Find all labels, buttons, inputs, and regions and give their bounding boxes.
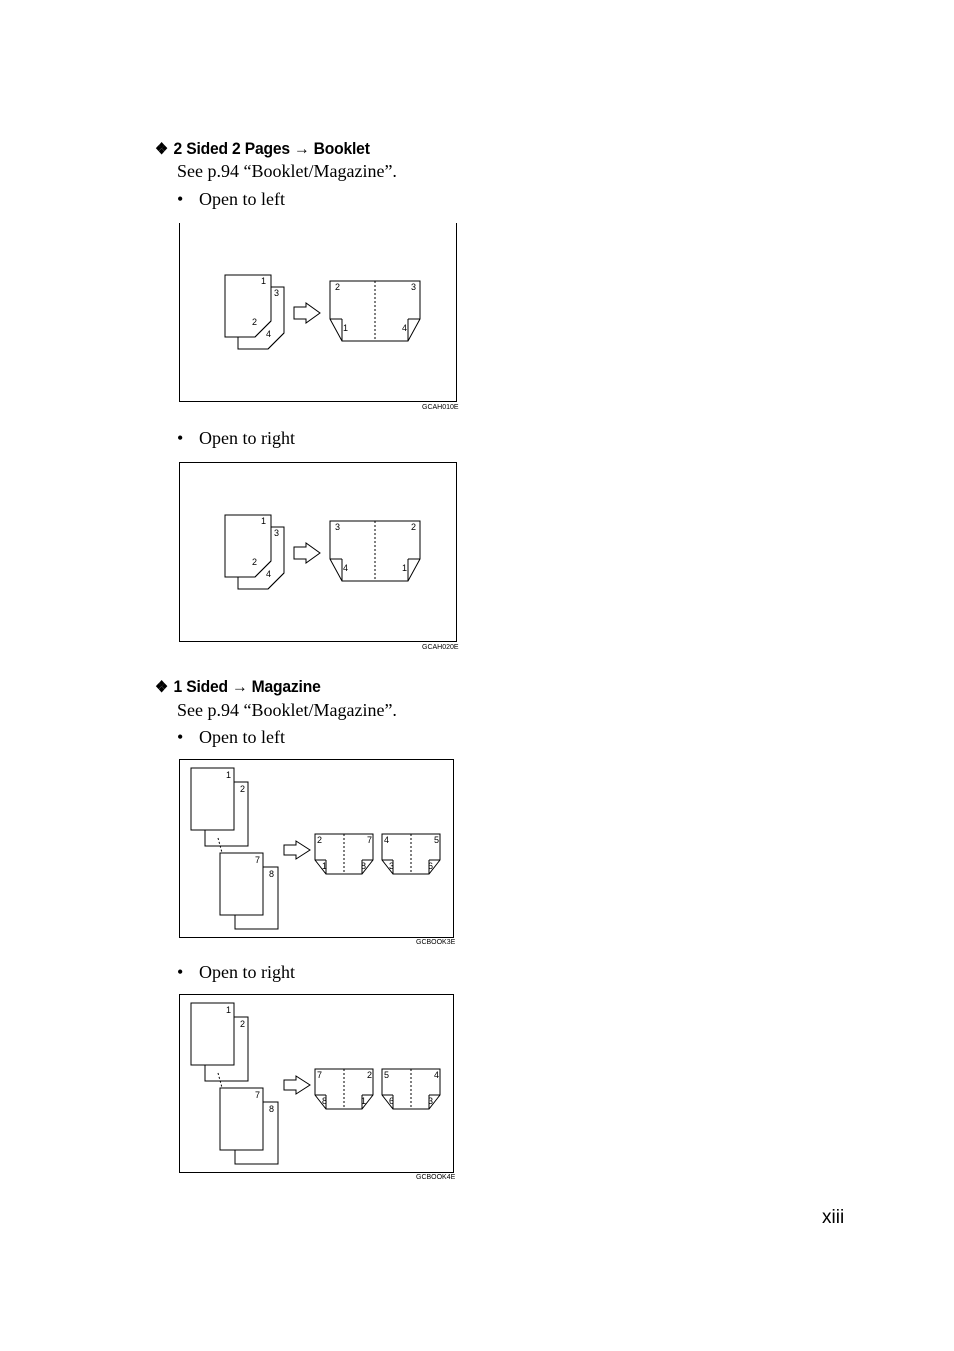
page-label: 7 [255,855,261,865]
bullet-icon: • [177,727,184,747]
page-label: 3 [335,522,341,532]
page-label: 5 [434,835,440,845]
bullet-icon: • [177,189,184,209]
page-label: 8 [322,1096,328,1106]
page-label: 3 [389,861,395,871]
page-label: 4 [402,323,408,333]
section-heading-2sided-booklet [155,139,370,159]
page-label: 1 [361,1096,367,1106]
figure-magazine-open-right [179,994,454,1173]
page-label: 1 [226,770,232,780]
cross-reference: See p.94 “Booklet/Magazine”. [177,700,397,720]
booklet-diagram [180,223,458,403]
figure-code: GCAH020E [422,644,459,651]
page-label: 2 [252,317,258,327]
figure-magazine-open-left [179,759,454,938]
page-label: 6 [428,861,434,871]
page-label: 3 [274,528,280,538]
page-label: 1 [343,323,349,333]
page-label: 3 [411,282,417,292]
page-label: 6 [389,1096,395,1106]
cross-reference: See p.94 “Booklet/Magazine”. [177,161,397,181]
page-label: 7 [255,1090,261,1100]
figure-code: GCBOOK4E [416,1174,456,1181]
page-label: 8 [361,861,367,871]
page-label: 1 [261,276,267,286]
bullet-item-open-right [177,962,295,983]
section-title: 2 Sided 2 Pages → Booklet [173,139,370,158]
figure-code: GCAH010E [422,404,459,411]
bullet-item-open-left [177,189,285,210]
page-label: 4 [434,1070,440,1080]
page-label: 4 [384,835,390,845]
page-label: 2 [335,282,341,292]
bullet-item-open-right [177,428,295,449]
page-label: 4 [343,563,349,573]
section-heading-1sided-magazine [155,677,321,697]
diamond-ornament-icon: ❖ [155,679,169,696]
page-label: 1 [402,563,408,573]
page-label: 2 [317,835,323,845]
section-title: 1 Sided → Magazine [173,677,321,696]
bullet-icon: • [177,962,184,982]
figure-booklet-open-left [179,223,457,402]
page-label: 2 [240,1019,246,1029]
page-label: 1 [322,861,328,871]
diamond-ornament-icon: ❖ [155,141,169,158]
page-label: 2 [411,522,417,532]
bullet-label: Open to left [199,189,285,209]
bullet-icon: • [177,428,184,448]
page-label: 2 [240,784,246,794]
page-label: 1 [261,516,267,526]
page-label: 3 [274,288,280,298]
magazine-diagram [180,760,455,939]
page-label: 2 [252,557,258,567]
bullet-item-open-left [177,727,285,748]
figure-code: GCBOOK3E [416,939,456,946]
page-label: 1 [226,1005,232,1015]
page-label: 8 [269,1104,275,1114]
page-label: 2 [367,1070,373,1080]
page-label: 5 [384,1070,390,1080]
page-label: 3 [428,1096,434,1106]
magazine-diagram [180,995,455,1174]
page-label: 7 [317,1070,323,1080]
booklet-diagram [180,463,458,643]
figure-booklet-open-right [179,462,457,642]
bullet-label: Open to right [199,428,295,448]
page-label: 8 [269,869,275,879]
bullet-label: Open to left [199,727,285,747]
bullet-label: Open to right [199,962,295,982]
page-label: 4 [266,329,272,339]
page-number: xiii [822,1207,845,1228]
page-label: 4 [266,569,272,579]
page-label: 7 [367,835,373,845]
